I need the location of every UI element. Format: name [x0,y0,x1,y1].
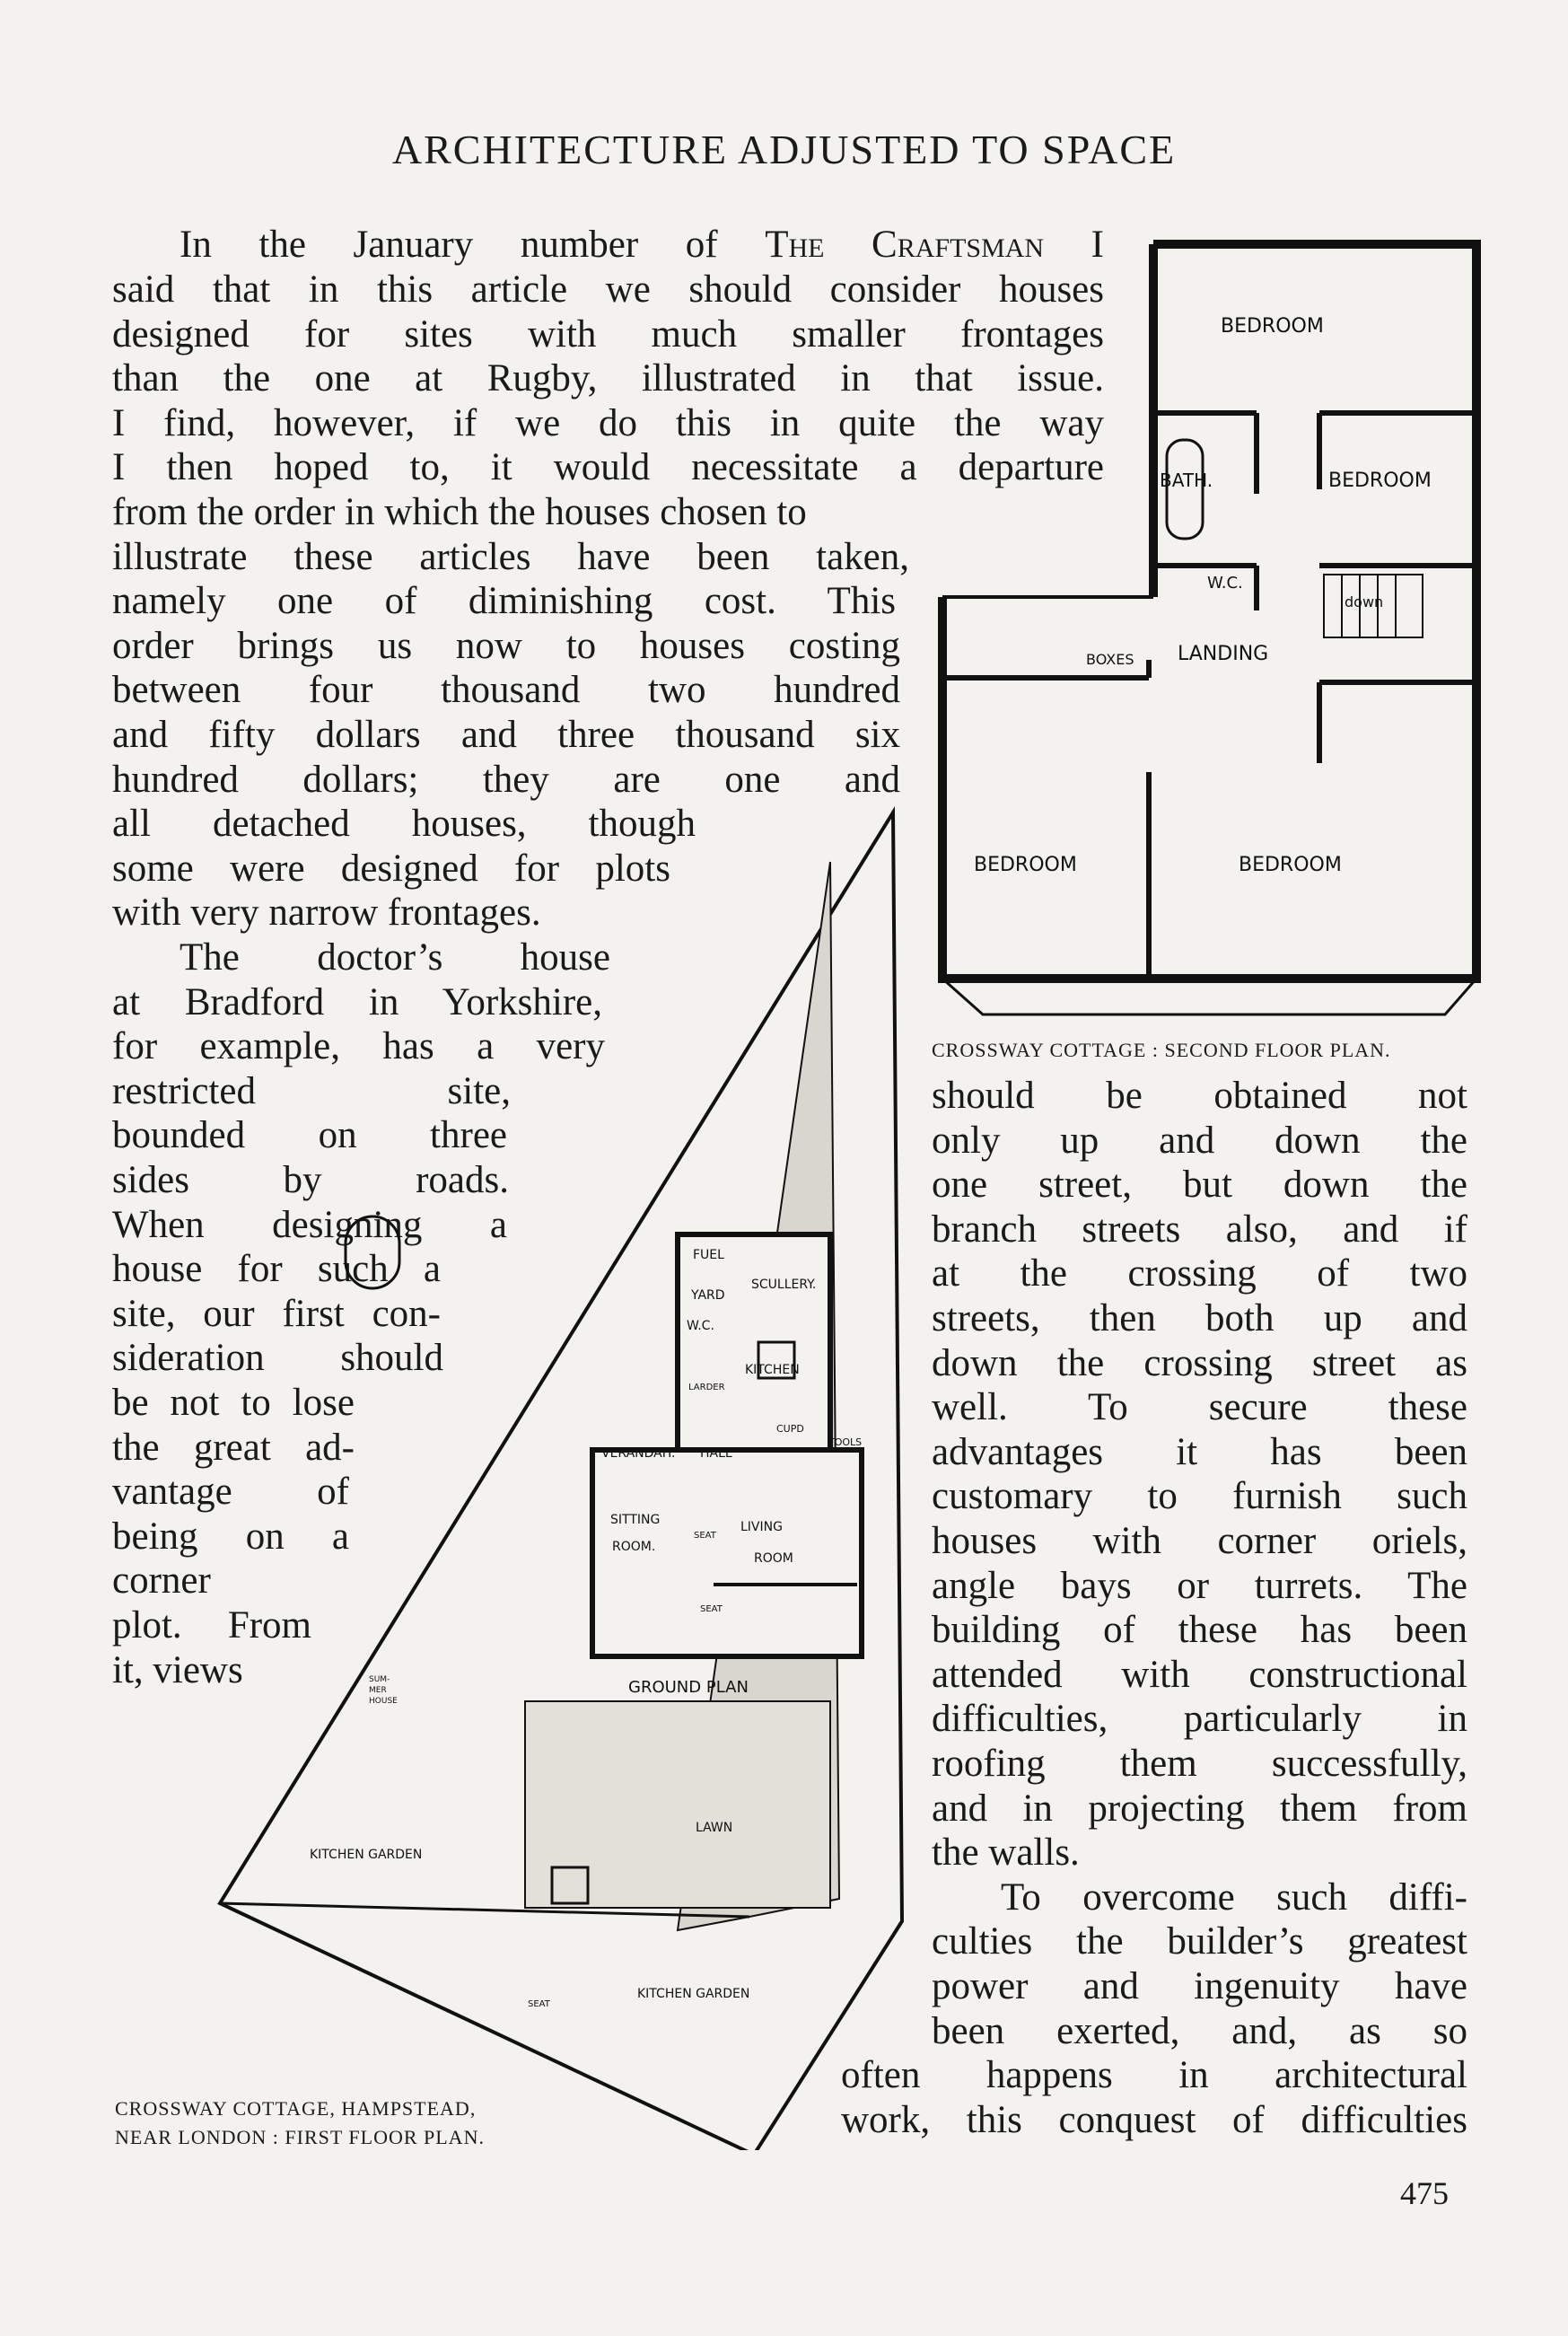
text-line: for example, has a very [112,1025,605,1068]
text-line: angle bays or turrets. The [932,1564,1467,1607]
text-line: only up and down the [932,1119,1467,1162]
text-line: vantage of [112,1471,349,1514]
text-line: it, views [112,1648,243,1691]
first-floor-caption-line2: NEAR LONDON : FIRST FLOOR PLAN. [115,2126,485,2148]
text-line: roofing them successfully, [932,1743,1467,1785]
room-label: HALL [700,1446,732,1461]
text-line: at the crossing of two [932,1252,1467,1295]
text-line: advantages it has been [932,1430,1467,1473]
room-label: BEDROOM [1239,854,1342,876]
room-label: BEDROOM [1328,470,1432,492]
text-fragment: I [1044,224,1105,266]
text-line: some were designed for plots [112,847,670,890]
room-label: W.C. [1207,574,1243,593]
text-line: down the crossing street as [932,1341,1467,1384]
first-floor-caption-line1: CROSSWAY COTTAGE, HAMPSTEAD, [115,2097,477,2120]
ground-floor-plan [211,804,907,2150]
room-label: SITTING [610,1513,661,1527]
text-line: restricted site, [112,1069,511,1112]
room-label: SEAT [700,1604,723,1614]
text-line: be not to lose [112,1382,355,1424]
text-line: work, this conquest of difficulties [841,2098,1467,2141]
text-line: often happens in architectural [841,2054,1467,2097]
text-line: The doctor’s house [180,936,610,979]
text-line: between four thousand two hundred [112,669,900,712]
text-line: one street, but down the [932,1164,1467,1207]
text-line: sideration should [112,1337,443,1380]
text-line: attended with constructional [932,1653,1467,1696]
room-label: W.C. [687,1319,714,1333]
text-line: namely one of diminishing cost. This [112,580,896,623]
room-label: BOXES [1086,651,1134,668]
text-line: house for such a [112,1248,441,1291]
room-label: SCULLERY. [751,1278,817,1292]
page-title: ARCHITECTURE ADJUSTED TO SPACE [391,127,1177,172]
text-line: I then hoped to, it would necessitate a departure [112,446,1104,489]
text-line: all detached houses, though [112,803,696,846]
text-line: To overcome such diffi- [1001,1875,1467,1919]
room-label: ROOM. [612,1540,656,1554]
room-label: LIVING [740,1520,783,1534]
room-label: LANDING [1178,643,1269,665]
text-line: hundred dollars; they are one and [112,758,900,801]
magazine-name: The Craftsman [765,224,1045,266]
room-label: SUM- [369,1675,390,1684]
text-line: designed for sites with much smaller frontages [112,312,1104,356]
text-line: at Bradford in Yorkshire, [112,980,602,1023]
text-line: corner [112,1559,211,1603]
text-line: been exerted, and, as so [932,2009,1467,2052]
text-fragment: In the January number of [180,224,766,266]
text-line: site, our first con- [112,1292,441,1335]
text-line: When designing a [112,1203,507,1246]
text-line: houses with corner oriels, [932,1520,1467,1562]
room-label: GROUND PLAN [628,1678,749,1697]
room-label: SEAT [528,1999,550,2009]
text-line: customary to furnish such [932,1475,1467,1518]
room-label: HOUSE [369,1697,398,1706]
room-label: LAWN [696,1821,733,1835]
text-line: building of these has been [932,1609,1467,1652]
text-line: plot. From [112,1604,311,1647]
room-label: KITCHEN [745,1363,800,1377]
text-line: I find, however, if we do this in quite the way [112,401,1104,444]
text-line: illustrate these articles have been taken, [112,535,909,578]
room-label: BEDROOM [1221,315,1324,338]
text-line: with very narrow frontages. [112,891,541,935]
text-line: culties the builder’s greatest [932,1920,1467,1963]
room-label: YARD [691,1288,725,1303]
text-line: should be obtained not [932,1075,1467,1117]
second-floor-caption: CROSSWAY COTTAGE : SECOND FLOOR PLAN. [932,1039,1391,1061]
text-line: order brings us now to houses costing [112,624,900,667]
room-label: KITCHEN GARDEN [637,1987,750,2001]
text-line: the great ad- [112,1426,355,1469]
room-label: down [1345,593,1384,610]
text-line: sides by roads. [112,1159,509,1201]
text-line: and fifty dollars and three thousand six [112,714,900,756]
room-label: MER [369,1686,387,1695]
room-label: SEAT [694,1531,716,1541]
room-label: ROOM [754,1551,793,1566]
text-line: power and ingenuity have [932,1965,1467,2007]
room-label: BEDROOM [974,854,1077,876]
page-number: 475 [1400,2175,1449,2211]
text-line: than the one at Rugby, illustrated in that issue. [112,357,1104,400]
text-line: well. To secure these [932,1386,1467,1429]
room-label: KITCHEN GARDEN [310,1848,423,1862]
text-line: from the order in which the houses chosen to [112,491,807,533]
text-line: difficulties, particularly in [932,1698,1467,1741]
text-line: and in projecting them from [932,1787,1467,1830]
room-label: BATH. [1160,470,1213,491]
room-label: LARDER [688,1383,725,1392]
text-line: streets, then both up and [932,1297,1467,1339]
text-line: being on a [112,1515,349,1558]
text-line: branch streets also, and if [932,1208,1467,1251]
room-label: CUPD [776,1423,804,1435]
room-label: FUEL [693,1248,724,1262]
text-line: said that in this article we should consider houses [112,268,1104,311]
room-label: VERANDAH. [601,1446,676,1461]
text-line: bounded on three [112,1114,507,1157]
room-label: TOOLS [828,1436,863,1448]
second-floor-plan [924,233,1481,1023]
text-line: the walls. [932,1831,1080,1875]
